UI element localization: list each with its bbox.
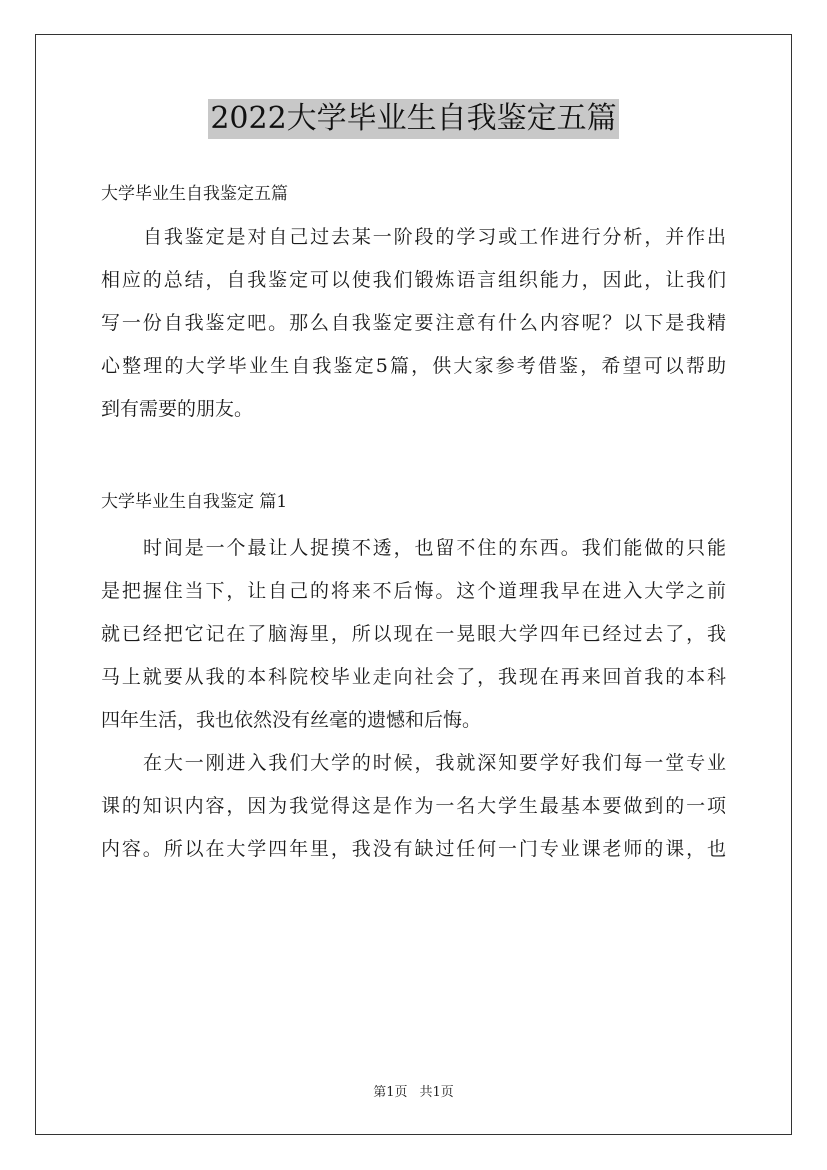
title-container — [0, 99, 827, 139]
intro-line: 自我鉴定是对自己过去某一阶段的学习或工作进行分析，并作出 — [143, 226, 726, 248]
intro-line: 写一份自我鉴定吧。那么自我鉴定要注意有什么内容呢？以下是我精 — [101, 312, 726, 334]
paragraph-line: 时间是一个最让人捉摸不透，也留不住的东西。我们能做的只能 — [143, 537, 726, 559]
section-heading: 大学毕业生自我鉴定 篇1 — [101, 492, 288, 512]
paragraph-line: 马上就要从我的本科院校毕业走向社会了，我现在再来回首我的本科 — [101, 666, 726, 688]
document-title: 2022大学毕业生自我鉴定五篇 — [208, 99, 618, 139]
intro-paragraph — [101, 219, 726, 434]
page-number: 第1页 — [373, 1085, 408, 1100]
document-subtitle: 大学毕业生自我鉴定五篇 — [101, 184, 288, 204]
intro-line: 心整理的大学毕业生自我鉴定5篇，供大家参考借鉴，希望可以帮助 — [101, 355, 726, 377]
intro-line: 到有需要的朋友。 — [101, 398, 254, 420]
intro-line: 相应的总结，自我鉴定可以使我们锻炼语言组织能力，因此，让我们 — [101, 269, 726, 291]
document-body — [101, 176, 726, 874]
paragraph-line: 四年生活，我也依然没有丝毫的遗憾和后悔。 — [101, 709, 482, 731]
paragraph-line: 就已经把它记在了脑海里，所以现在一晃眼大学四年已经过去了，我 — [101, 623, 726, 645]
paragraph-line: 在大一刚进入我们大学的时候，我就深知要学好我们每一堂专业 — [143, 752, 726, 774]
paragraph-line: 是把握住当下，让自己的将来不后悔。这个道理我早在进入大学之前 — [101, 580, 726, 602]
page-total: 共1页 — [419, 1085, 454, 1100]
section1-paragraph-2 — [101, 745, 726, 874]
paragraph-line: 课的知识内容，因为我觉得这是作为一名大学生最基本要做到的一项 — [101, 795, 726, 817]
paragraph-line: 内容。所以在大学四年里，我没有缺过任何一门专业课老师的课，也 — [101, 838, 726, 860]
section1-paragraph-1 — [101, 530, 726, 745]
page-footer — [0, 1081, 827, 1100]
